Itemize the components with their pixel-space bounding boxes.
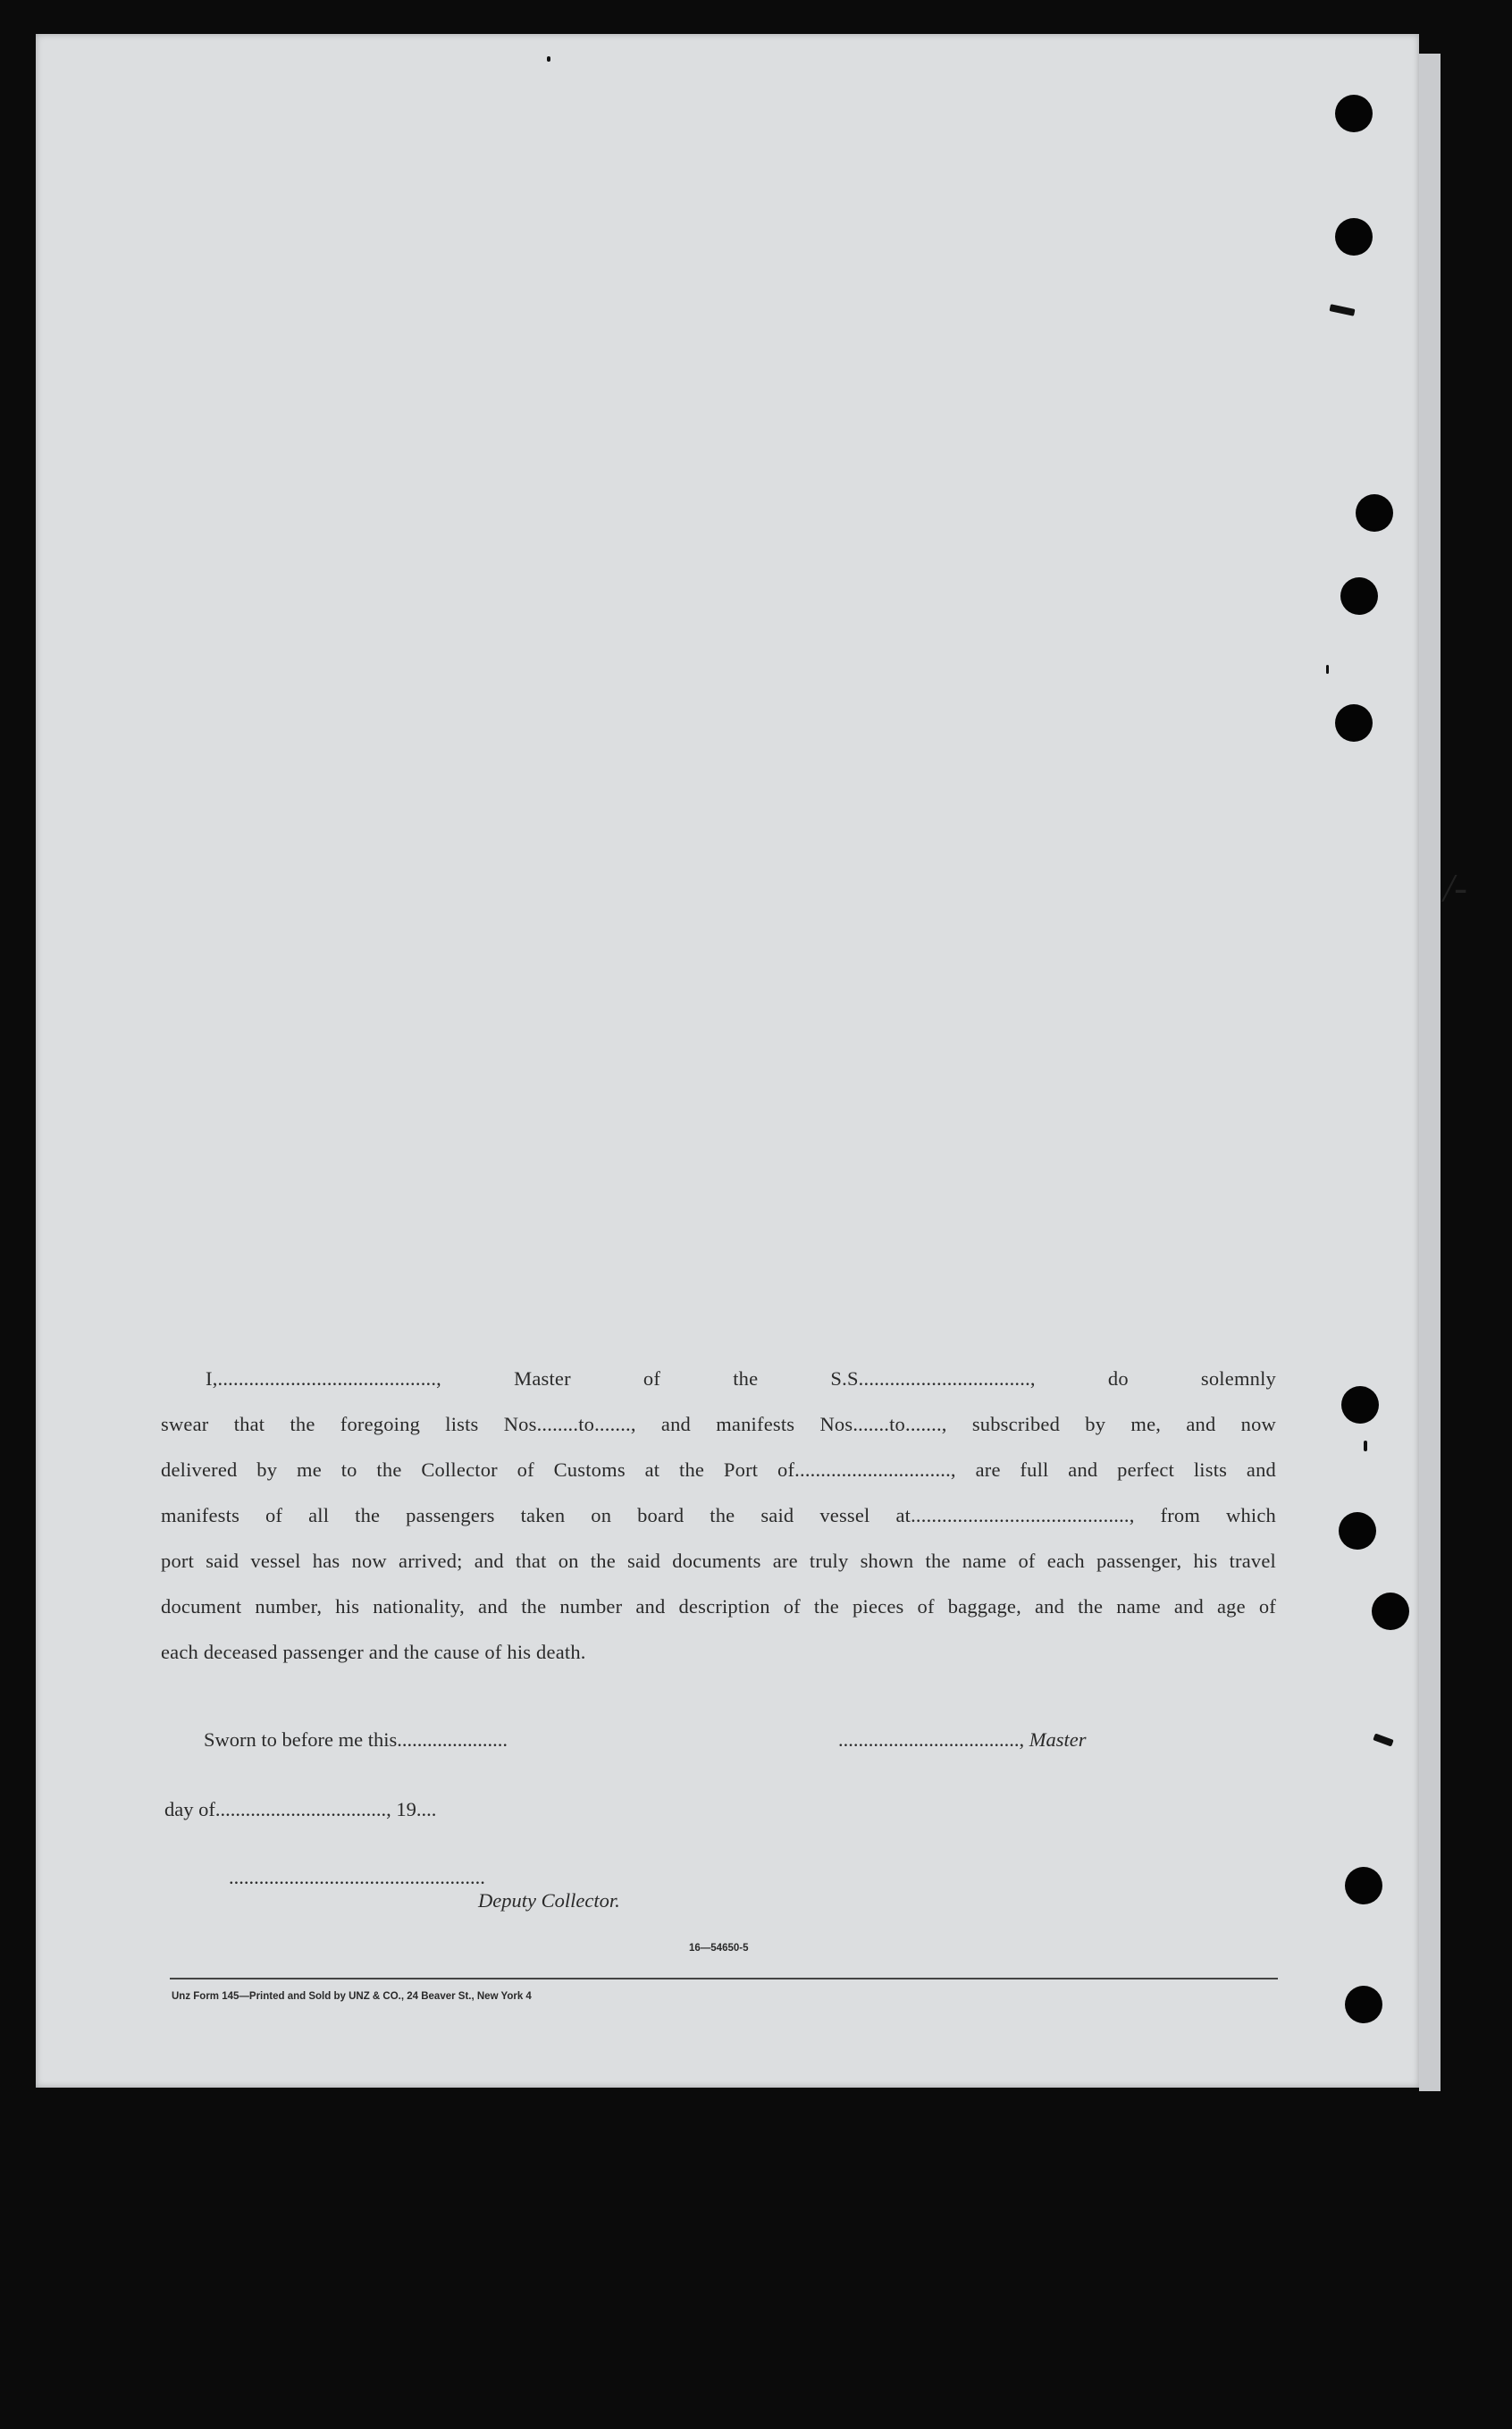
oath-line: document number, his nationality, and the number and description of the pieces of baggage, and the name and age of bbox=[161, 1595, 1276, 1618]
footer-rule bbox=[170, 1978, 1278, 1979]
punch-hole bbox=[1335, 218, 1373, 256]
punch-hole bbox=[1345, 1986, 1382, 2023]
ink-mark bbox=[547, 56, 550, 62]
master-signature-line bbox=[838, 1728, 1087, 1752]
punch-hole bbox=[1335, 704, 1373, 742]
printer-imprint: Unz Form 145—Printed and Sold by UNZ & CO., 24 Beaver St., New York 4 bbox=[172, 1991, 532, 2002]
deputy-collector-label: Deputy Collector. bbox=[478, 1889, 620, 1912]
oath-line: I,.........................................., Master of the S.S................................., do solemnly bbox=[206, 1367, 1276, 1390]
punch-hole bbox=[1345, 1867, 1382, 1904]
punch-hole bbox=[1341, 1386, 1379, 1424]
stray-mark: /‑ bbox=[1443, 866, 1467, 910]
punch-hole bbox=[1340, 577, 1378, 615]
page-edge bbox=[1419, 54, 1441, 2091]
punch-hole bbox=[1356, 494, 1393, 532]
ink-mark bbox=[1326, 665, 1329, 674]
sworn-line: Sworn to before me this...................... bbox=[204, 1728, 508, 1751]
day-of-line: day of.................................., 19.... bbox=[164, 1798, 437, 1820]
punch-hole bbox=[1335, 95, 1373, 132]
form-number: 16—54650-5 bbox=[689, 1943, 749, 1954]
master-label: Master bbox=[1029, 1728, 1087, 1751]
punch-hole bbox=[1339, 1512, 1376, 1550]
ink-mark bbox=[1364, 1441, 1367, 1451]
oath-line: manifests of all the passengers taken on board the said vessel at.........................................., from which bbox=[161, 1504, 1276, 1526]
oath-line: each deceased passenger and the cause of his death. bbox=[161, 1641, 586, 1663]
oath-line: delivered by me to the Collector of Customs at the Port of.............................., are full and perfect lists and bbox=[161, 1458, 1276, 1481]
oath-line: port said vessel has now arrived; and that on the said documents are truly shown the name of each passenger, his travel bbox=[161, 1550, 1276, 1572]
punch-hole bbox=[1372, 1593, 1409, 1630]
form-page bbox=[36, 34, 1419, 2088]
oath-line: swear that the foregoing lists Nos........to......., and manifests Nos.......to......., subscribed by me, and now bbox=[161, 1413, 1276, 1435]
master-dots: ...................................., bbox=[838, 1728, 1029, 1751]
deputy-signature-dots: ................................................... bbox=[229, 1866, 485, 1888]
